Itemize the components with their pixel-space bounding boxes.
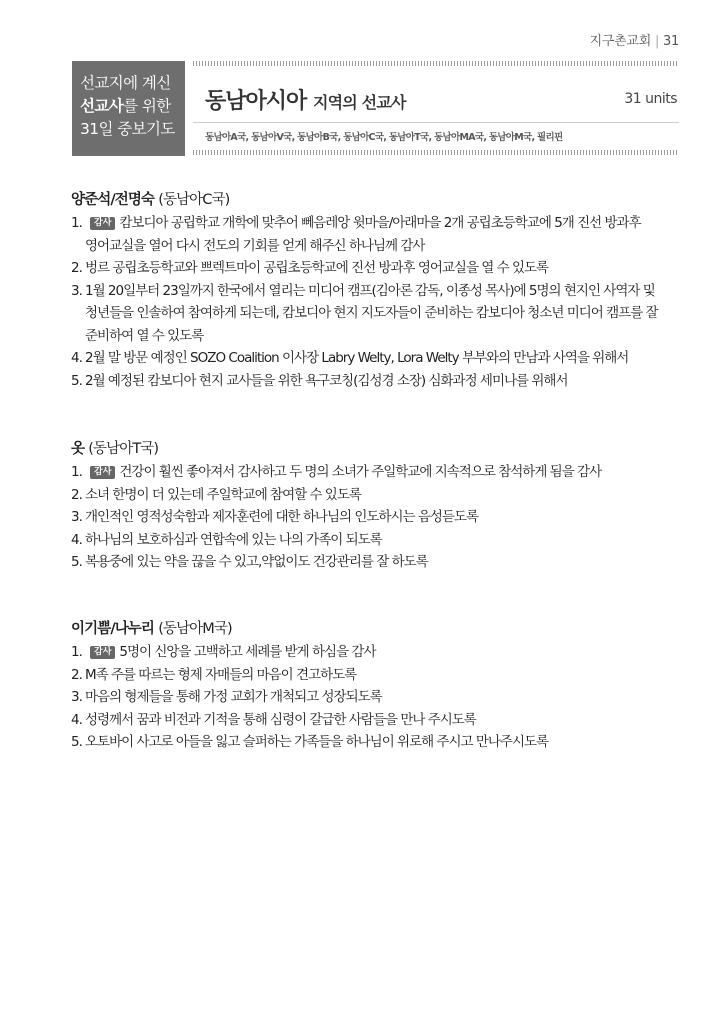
region-name: 동남아시아 bbox=[205, 89, 307, 114]
prayer-item bbox=[71, 212, 683, 257]
item-number: 3. bbox=[71, 282, 82, 299]
item-number: 4. bbox=[71, 711, 82, 728]
missionary-name: 옷 bbox=[71, 441, 85, 457]
prayer-item bbox=[71, 686, 683, 709]
missionary-section bbox=[71, 437, 683, 574]
missionary-section bbox=[71, 617, 683, 754]
sidebox-line2-bold: 선교사 bbox=[80, 97, 124, 115]
dotted-rule-bottom bbox=[193, 150, 679, 155]
item-text: 소녀 한명이 더 있는데 주일학교에 참여할 수 있도록 bbox=[85, 486, 361, 503]
prayer-item bbox=[71, 641, 683, 664]
missionary-area: (동남아C국) bbox=[158, 192, 230, 208]
page-number: 31 bbox=[663, 34, 679, 49]
prayer-item bbox=[71, 484, 683, 507]
missionary-heading bbox=[71, 617, 683, 638]
missionary-area: (동남아M국) bbox=[158, 621, 232, 637]
missionary-section bbox=[71, 188, 683, 392]
item-number: 2. bbox=[71, 486, 82, 503]
sidebox-line2 bbox=[80, 95, 185, 118]
country-list: 동남아A국, 동남아V국, 동남아B국, 동남아C국, 동남아T국, 동남아MA국, 동남아M국, 필리핀 bbox=[205, 132, 563, 143]
missionary-heading bbox=[71, 188, 683, 209]
prayer-item bbox=[71, 461, 683, 484]
church-name: 지구촌교회 bbox=[589, 34, 651, 49]
item-text: 성령께서 꿈과 비전과 기적을 통해 심령이 갈급한 사람들을 만나 주시도록 bbox=[85, 711, 476, 728]
prayer-item bbox=[71, 551, 683, 574]
item-number: 5. bbox=[71, 372, 82, 389]
sidebox-line3: 31일 중보기도 bbox=[80, 120, 175, 138]
region-title bbox=[205, 84, 406, 115]
header-separator: | bbox=[654, 34, 660, 49]
item-text: 2월 말 방문 예정인 SOZO Coalition 이사장 Labry Welty, Lora Welty 부부와의 만남과 사역을 위해서 bbox=[85, 350, 629, 366]
sidebox-line1: 선교지에 계신 bbox=[80, 74, 171, 92]
region-subtitle: 지역의 선교사 bbox=[312, 93, 406, 112]
item-text: 2월 예정된 캄보디아 현지 교사들을 위한 욕구코칭(김성경 소장) 심화과정 세미나를 위해서 bbox=[85, 372, 568, 389]
prayer-list bbox=[71, 641, 683, 754]
item-number: 3. bbox=[71, 689, 82, 705]
item-text: 캄보디아 공립학교 개학에 맞추어 뻬음레앙 윗마을/아래마을 2개 공립초등학교에 5개 진선 방과후 영어교실을 열어 다시 전도의 기회를 얻게 해주신 하나님께 감사 bbox=[85, 215, 641, 254]
missionary-heading bbox=[71, 437, 683, 458]
item-number: 5. bbox=[71, 554, 82, 570]
item-number: 1. bbox=[71, 644, 82, 660]
item-number: 1. bbox=[71, 215, 82, 231]
item-text: 오토바이 사고로 아들을 잃고 슬퍼하는 가족들을 하나님이 위로해 주시고 만나주시도록 bbox=[85, 734, 549, 750]
units-count: 31 units bbox=[624, 91, 677, 107]
prayer-item bbox=[71, 506, 683, 529]
item-number: 1. bbox=[71, 464, 82, 480]
missionary-name: 양준석/전명숙 bbox=[71, 192, 155, 208]
thanks-badge: 감사 bbox=[90, 466, 115, 479]
prayer-item bbox=[71, 280, 683, 348]
prayer-item bbox=[71, 370, 683, 393]
item-number: 5. bbox=[71, 734, 82, 750]
item-number: 2. bbox=[71, 260, 82, 276]
prayer-item bbox=[71, 257, 683, 280]
dotted-rule-top bbox=[193, 61, 679, 66]
missionary-area: (동남아T국) bbox=[88, 441, 159, 457]
prayer-item bbox=[71, 347, 683, 370]
item-number: 2. bbox=[71, 666, 82, 683]
thanks-badge: 감사 bbox=[90, 217, 115, 230]
prayer-list bbox=[71, 212, 683, 392]
item-number: 4. bbox=[71, 531, 82, 548]
item-text: 복용중에 있는 약을 끊을 수 있고,약없이도 건강관리를 잘 하도록 bbox=[85, 554, 428, 570]
item-text: 개인적인 영적성숙함과 제자훈련에 대한 하나님의 인도하시는 음성듣도록 bbox=[85, 509, 479, 525]
page-header bbox=[590, 30, 679, 49]
prayer-item bbox=[71, 664, 683, 687]
item-text: 하나님의 보호하심과 연합속에 있는 나의 가족이 되도록 bbox=[85, 531, 382, 548]
header-divider bbox=[193, 122, 679, 123]
item-text: M족 주를 따르는 형제 자매들의 마음이 견고하도록 bbox=[85, 666, 357, 683]
item-text: 벙르 공립초등학교와 쁘렉트마이 공립초등학교에 진선 방과후 영어교실을 열 수 있도록 bbox=[85, 260, 549, 276]
sidebox-line2-rest: 를 위한 bbox=[123, 97, 171, 115]
prayer-guide-box bbox=[72, 61, 185, 156]
prayer-item bbox=[71, 709, 683, 732]
prayer-list bbox=[71, 461, 683, 574]
item-number: 3. bbox=[71, 509, 82, 525]
missionary-name: 이기쁨/나누리 bbox=[71, 621, 155, 637]
item-text: 1월 20일부터 23일까지 한국에서 열리는 미디어 캠프(김아론 감독, 이종성 목사)에 5명의 현지인 사역자 및 청년들을 인솔하여 참여하게 되는데, 캄보디아 현지 지도자들이 준비하는 캄보디아 청소년 미디어 캠프를 잘 준비하여 열 수 있도록 bbox=[85, 282, 658, 344]
prayer-item bbox=[71, 529, 683, 552]
item-text: 5명이 신앙을 고백하고 세례를 받게 하심을 감사 bbox=[119, 644, 376, 660]
prayer-item bbox=[71, 731, 683, 754]
item-text: 마음의 형제들을 통해 가정 교회가 개척되고 성장되도록 bbox=[85, 689, 382, 705]
item-number: 4. bbox=[71, 350, 82, 366]
thanks-badge: 감사 bbox=[90, 646, 115, 659]
item-text: 건강이 훨씬 좋아져서 감사하고 두 명의 소녀가 주일학교에 지속적으로 참석하게 됨을 감사 bbox=[119, 464, 602, 480]
